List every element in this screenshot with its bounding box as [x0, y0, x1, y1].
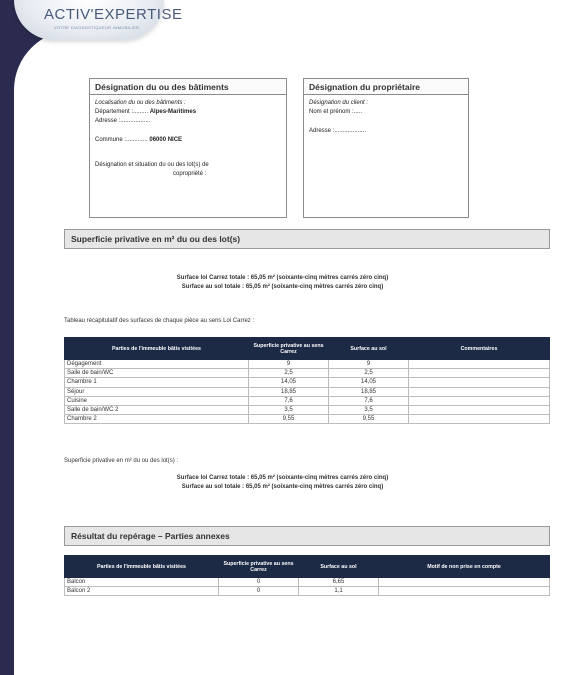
cell-sol: 18,85 — [329, 387, 409, 396]
location-label: Localisation du ou des bâtiments : — [95, 100, 186, 106]
logo-brand: ACTIV'EXPERTISE — [44, 6, 183, 23]
cell-piece: Salle de bain/WC 2 — [65, 405, 249, 414]
total-sol-bottom: Surface au sol totale : 65,05 m² (soixante-cinq mètres carrés zéro cinq) — [181, 484, 384, 490]
adresse-label: Adresse :.................. — [95, 118, 151, 124]
cell-carrez: 0 — [219, 578, 299, 587]
cell-carrez: 9,55 — [249, 415, 329, 424]
total-carrez-top: Surface loi Carrez totale : 65,05 m² (soixante-cinq mètres carrés zéro cinq) — [176, 275, 389, 281]
section-private-title: Superficie privative en m² du ou des lot(s) — [64, 229, 550, 249]
owner-adresse-label: Adresse :................... — [309, 128, 367, 134]
cell-sol: 7,6 — [329, 396, 409, 405]
cell-sol: 3,5 — [329, 405, 409, 414]
cell-piece: Cuisine — [65, 396, 249, 405]
table-row — [65, 415, 550, 424]
table-intro: Tableau récapitulatif des surfaces de chaque pièce au sens Loi Carrez : — [64, 318, 255, 324]
departement-value: Alpes-Maritimes — [149, 109, 197, 115]
cell-comment — [409, 405, 550, 414]
building-box — [89, 78, 287, 218]
cell-carrez: 7,6 — [249, 396, 329, 405]
cell-carrez: 0 — [219, 587, 299, 596]
cell-piece: Chambre 1 — [65, 378, 249, 387]
cell-carrez: 2,5 — [249, 369, 329, 378]
cell-comment — [409, 360, 550, 369]
logo — [14, 0, 183, 40]
table-row — [65, 405, 550, 414]
departement-label: Département :......... — [95, 109, 149, 115]
total-sol-top: Surface au sol totale : 65,05 m² (soixante-cinq mètres carrés zéro cinq) — [181, 284, 384, 290]
building-box-title: Désignation du ou des bâtiments — [90, 79, 286, 95]
cell-sol: 14,05 — [329, 378, 409, 387]
total-carrez-bottom: Surface loi Carrez totale : 65,05 m² (soixante-cinq mètres carrés zéro cinq) — [176, 475, 389, 481]
col-header-parties: Parties de l'immeuble bâtis visitées — [65, 338, 249, 360]
cell-sol: 1,1 — [299, 587, 379, 596]
logo-tagline: VOTRE DIAGNOSTIQUEUR IMMOBILIER — [54, 25, 140, 30]
cell-carrez: 3,5 — [249, 405, 329, 414]
table-row — [65, 369, 550, 378]
name-label: Nom et prénom :..... — [309, 109, 363, 115]
cell-piece: Balcon — [65, 578, 219, 587]
cell-piece: Dégagement — [65, 360, 249, 369]
commune-value: 06000 NICE — [149, 137, 183, 143]
building-box-body — [90, 95, 286, 183]
cell-comment — [409, 396, 550, 405]
cell-sol: 9,55 — [329, 415, 409, 424]
owner-box — [303, 78, 469, 218]
annex-table-header — [65, 556, 550, 578]
annex-table — [64, 555, 550, 596]
annex-col-header-parties: Parties de l'immeuble bâtis visitées — [65, 556, 219, 578]
annex-col-header-motif: Motif de non prise en compte — [379, 556, 550, 578]
col-header-comments: Commentaires — [409, 338, 550, 360]
commune-label: Commune :............. — [95, 137, 148, 143]
cell-piece: Balcon 2 — [65, 587, 219, 596]
table-row — [65, 396, 550, 405]
cell-comment — [409, 378, 550, 387]
surface-table-header — [65, 338, 550, 360]
annex-col-header-sol: Surface au sol — [299, 556, 379, 578]
commune-row — [95, 136, 281, 145]
cell-sol: 9 — [329, 360, 409, 369]
table-row — [65, 360, 550, 369]
cell-carrez: 9 — [249, 360, 329, 369]
cell-comment — [409, 415, 550, 424]
cell-motif — [379, 578, 550, 587]
cell-piece: Chambre 2 — [65, 415, 249, 424]
table-row — [65, 578, 550, 587]
table-row — [65, 378, 550, 387]
owner-box-title: Désignation du propriétaire — [304, 79, 468, 95]
departement-row — [95, 108, 281, 117]
cell-carrez: 14,05 — [249, 378, 329, 387]
cell-comment — [409, 369, 550, 378]
cell-comment — [409, 387, 550, 396]
cell-sol: 2,5 — [329, 369, 409, 378]
owner-box-body — [304, 95, 468, 140]
table-row — [65, 587, 550, 596]
surface-table — [64, 337, 550, 424]
section-annex-title: Résultat du repérage – Parties annexes — [64, 526, 550, 546]
lots-label-2: copropriété : — [173, 171, 207, 177]
table-row — [65, 387, 550, 396]
col-header-sol: Surface au sol — [329, 338, 409, 360]
annex-col-header-carrez: Superficie privative au sens Carrez — [219, 556, 299, 578]
cell-motif — [379, 587, 550, 596]
cell-piece: Salle de bain/WC — [65, 369, 249, 378]
col-header-carrez: Superficie privative au sens Carrez — [249, 338, 329, 360]
lots-label-1: Désignation et situation du ou des lot(s) de — [95, 162, 209, 168]
cell-carrez: 18,85 — [249, 387, 329, 396]
client-label: Désignation du client : — [309, 100, 369, 106]
cell-sol: 6,65 — [299, 578, 379, 587]
after-table-label: Superficie privative en m² du ou des lot(s) : — [64, 458, 179, 464]
cell-piece: Séjour — [65, 387, 249, 396]
